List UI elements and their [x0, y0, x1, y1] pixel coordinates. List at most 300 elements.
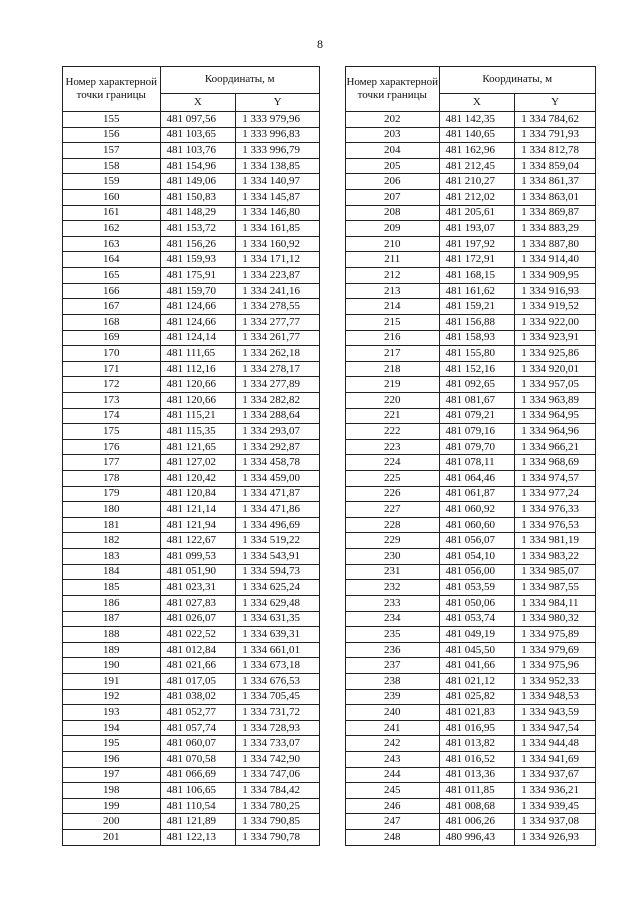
x-coordinate-cell: 481 070,58: [160, 751, 236, 767]
point-number-cell: 206: [346, 174, 440, 190]
table-row: [346, 611, 596, 627]
table-row: [346, 299, 596, 315]
x-coordinate-cell: 481 057,74: [160, 720, 236, 736]
point-number-cell: 190: [63, 658, 161, 674]
table-row: [63, 205, 320, 221]
y-coordinate-cell: 1 333 996,83: [236, 127, 320, 143]
x-coordinate-cell: 481 060,07: [160, 736, 236, 752]
x-coordinate-cell: 481 049,19: [439, 627, 515, 643]
x-coordinate-cell: 481 150,83: [160, 190, 236, 206]
table-row: [346, 346, 596, 362]
y-coordinate-cell: 1 334 944,48: [515, 736, 596, 752]
y-coordinate-cell: 1 334 661,01: [236, 642, 320, 658]
x-coordinate-cell: 481 212,45: [439, 158, 515, 174]
table-row: [346, 549, 596, 565]
y-coordinate-cell: 1 333 979,96: [236, 112, 320, 128]
table-row: [346, 205, 596, 221]
table-row: [63, 158, 320, 174]
x-coordinate-cell: 481 142,35: [439, 112, 515, 128]
table-row: [346, 720, 596, 736]
y-coordinate-cell: 1 334 171,12: [236, 252, 320, 268]
y-coordinate-cell: 1 334 976,33: [515, 502, 596, 518]
table-row: [63, 112, 320, 128]
point-number-cell: 213: [346, 283, 440, 299]
y-coordinate-cell: 1 334 861,37: [515, 174, 596, 190]
y-coordinate-cell: 1 334 161,85: [236, 221, 320, 237]
x-coordinate-cell: 481 210,27: [439, 174, 515, 190]
x-coordinate-cell: 481 212,02: [439, 190, 515, 206]
x-coordinate-cell: 481 127,02: [160, 455, 236, 471]
point-number-cell: 178: [63, 471, 161, 487]
y-coordinate-cell: 1 334 919,52: [515, 299, 596, 315]
table-row: [346, 689, 596, 705]
table-row: [63, 346, 320, 362]
point-number-cell: 199: [63, 798, 161, 814]
y-coordinate-cell: 1 334 459,00: [236, 471, 320, 487]
x-coordinate-cell: 481 103,76: [160, 143, 236, 159]
x-coordinate-cell: 481 159,93: [160, 252, 236, 268]
point-number-cell: 243: [346, 751, 440, 767]
point-number-cell: 155: [63, 112, 161, 128]
y-coordinate-cell: 1 334 293,07: [236, 424, 320, 440]
x-coordinate-cell: 481 161,62: [439, 283, 515, 299]
table-row: [346, 814, 596, 830]
y-coordinate-cell: 1 334 282,82: [236, 392, 320, 408]
y-coordinate-cell: 1 334 241,16: [236, 283, 320, 299]
y-coordinate-cell: 1 334 288,64: [236, 408, 320, 424]
point-number-cell: 176: [63, 439, 161, 455]
point-number-cell: 195: [63, 736, 161, 752]
y-coordinate-cell: 1 334 138,85: [236, 158, 320, 174]
table-row: [63, 361, 320, 377]
point-number-cell: 188: [63, 627, 161, 643]
table-row: [63, 689, 320, 705]
x-coordinate-cell: 481 124,14: [160, 330, 236, 346]
y-coordinate-cell: 1 334 952,33: [515, 673, 596, 689]
table-row: [346, 439, 596, 455]
table-row: [63, 580, 320, 596]
x-coordinate-cell: 481 056,07: [439, 533, 515, 549]
table-row: [346, 361, 596, 377]
point-number-cell: 158: [63, 158, 161, 174]
point-number-cell: 173: [63, 392, 161, 408]
point-number-cell: 221: [346, 408, 440, 424]
x-coordinate-cell: 481 021,12: [439, 673, 515, 689]
x-coordinate-cell: 481 115,21: [160, 408, 236, 424]
coordinates-header: Координаты, м: [439, 67, 596, 94]
table-row: [63, 517, 320, 533]
y-coordinate-cell: 1 334 471,87: [236, 486, 320, 502]
point-number-cell: 210: [346, 236, 440, 252]
point-number-cell: 220: [346, 392, 440, 408]
x-coordinate-cell: 481 140,65: [439, 127, 515, 143]
point-number-cell: 160: [63, 190, 161, 206]
x-coordinate-cell: 481 121,65: [160, 439, 236, 455]
y-coordinate-cell: 1 334 277,77: [236, 314, 320, 330]
point-number-cell: 205: [346, 158, 440, 174]
x-coordinate-cell: 481 154,96: [160, 158, 236, 174]
x-coordinate-cell: 481 011,85: [439, 783, 515, 799]
x-coordinate-cell: 481 156,26: [160, 236, 236, 252]
x-coordinate-cell: 481 193,07: [439, 221, 515, 237]
point-number-cell: 200: [63, 814, 161, 830]
point-number-cell: 203: [346, 127, 440, 143]
table-row: [63, 642, 320, 658]
x-coordinate-cell: 481 111,65: [160, 346, 236, 362]
x-coordinate-cell: 481 045,50: [439, 642, 515, 658]
point-number-cell: 223: [346, 439, 440, 455]
table-row: [346, 174, 596, 190]
point-number-cell: 175: [63, 424, 161, 440]
y-coordinate-cell: 1 334 140,97: [236, 174, 320, 190]
table-row: [346, 112, 596, 128]
point-number-cell: 244: [346, 767, 440, 783]
y-coordinate-cell: 1 334 923,91: [515, 330, 596, 346]
y-coordinate-cell: 1 334 812,78: [515, 143, 596, 159]
x-coordinate-cell: 481 103,65: [160, 127, 236, 143]
x-coordinate-cell: 481 060,92: [439, 502, 515, 518]
table-row: [346, 767, 596, 783]
x-coordinate-cell: 481 168,15: [439, 268, 515, 284]
table-row: [346, 580, 596, 596]
table-row: [63, 283, 320, 299]
table-row: [63, 830, 320, 846]
y-coordinate-cell: 1 334 869,87: [515, 205, 596, 221]
x-coordinate-cell: 481 050,06: [439, 595, 515, 611]
table-row: [63, 814, 320, 830]
coordinates-table-left: [62, 66, 320, 846]
table-row: [63, 705, 320, 721]
y-coordinate-cell: 1 334 964,95: [515, 408, 596, 424]
y-coordinate-cell: 1 334 784,62: [515, 112, 596, 128]
y-coordinate-cell: 1 334 631,35: [236, 611, 320, 627]
point-number-header: Номер характерной точки границы: [63, 67, 161, 112]
y-coordinate-cell: 1 334 471,86: [236, 502, 320, 518]
y-coordinate-cell: 1 334 791,93: [515, 127, 596, 143]
table-row: [346, 751, 596, 767]
point-number-cell: 165: [63, 268, 161, 284]
x-coordinate-cell: 481 026,07: [160, 611, 236, 627]
y-coordinate-cell: 1 334 733,07: [236, 736, 320, 752]
table-row: [346, 392, 596, 408]
y-coordinate-cell: 1 334 625,24: [236, 580, 320, 596]
point-number-cell: 241: [346, 720, 440, 736]
y-coordinate-cell: 1 334 731,72: [236, 705, 320, 721]
table-row: [346, 252, 596, 268]
table-row: [63, 127, 320, 143]
y-coordinate-cell: 1 333 996,79: [236, 143, 320, 159]
y-coordinate-cell: 1 334 790,85: [236, 814, 320, 830]
point-number-cell: 179: [63, 486, 161, 502]
y-coordinate-cell: 1 334 223,87: [236, 268, 320, 284]
table-row: [346, 533, 596, 549]
y-coordinate-cell: 1 334 947,54: [515, 720, 596, 736]
y-coordinate-cell: 1 334 975,89: [515, 627, 596, 643]
point-number-cell: 184: [63, 564, 161, 580]
table-row: [346, 486, 596, 502]
x-coordinate-cell: 481 152,16: [439, 361, 515, 377]
point-number-cell: 192: [63, 689, 161, 705]
table-row: [63, 408, 320, 424]
y-coordinate-cell: 1 334 742,90: [236, 751, 320, 767]
table-row: [63, 143, 320, 159]
table-row: [63, 174, 320, 190]
table-body-right: [346, 112, 596, 846]
point-number-cell: 196: [63, 751, 161, 767]
point-number-cell: 224: [346, 455, 440, 471]
table-row: [63, 502, 320, 518]
y-coordinate-cell: 1 334 974,57: [515, 471, 596, 487]
x-coordinate-cell: 481 016,52: [439, 751, 515, 767]
x-coordinate-cell: 481 122,13: [160, 830, 236, 846]
y-coordinate-cell: 1 334 543,91: [236, 549, 320, 565]
y-coordinate-cell: 1 334 145,87: [236, 190, 320, 206]
table-row: [346, 798, 596, 814]
point-number-cell: 193: [63, 705, 161, 721]
y-coordinate-cell: 1 334 936,21: [515, 783, 596, 799]
x-coordinate-cell: 481 016,95: [439, 720, 515, 736]
table-row: [346, 158, 596, 174]
point-number-cell: 194: [63, 720, 161, 736]
point-number-cell: 235: [346, 627, 440, 643]
y-column-header: Y: [236, 93, 320, 111]
y-coordinate-cell: 1 334 639,31: [236, 627, 320, 643]
table-row: [63, 783, 320, 799]
point-number-cell: 226: [346, 486, 440, 502]
x-coordinate-cell: 481 012,84: [160, 642, 236, 658]
point-number-cell: 239: [346, 689, 440, 705]
x-coordinate-cell: 481 027,83: [160, 595, 236, 611]
x-coordinate-cell: 481 079,16: [439, 424, 515, 440]
y-coordinate-cell: 1 334 984,11: [515, 595, 596, 611]
y-coordinate-cell: 1 334 909,95: [515, 268, 596, 284]
y-coordinate-cell: 1 334 277,89: [236, 377, 320, 393]
x-coordinate-cell: 481 061,87: [439, 486, 515, 502]
x-coordinate-cell: 481 197,92: [439, 236, 515, 252]
table-row: [346, 627, 596, 643]
x-coordinate-cell: 481 120,42: [160, 471, 236, 487]
x-coordinate-cell: 481 121,14: [160, 502, 236, 518]
table-row: [63, 424, 320, 440]
y-coordinate-cell: 1 334 292,87: [236, 439, 320, 455]
x-coordinate-cell: 481 120,84: [160, 486, 236, 502]
table-body-left: [63, 112, 320, 846]
x-coordinate-cell: 481 121,94: [160, 517, 236, 533]
y-coordinate-cell: 1 334 966,21: [515, 439, 596, 455]
x-coordinate-cell: 481 038,02: [160, 689, 236, 705]
point-number-cell: 177: [63, 455, 161, 471]
x-coordinate-cell: 481 153,72: [160, 221, 236, 237]
x-coordinate-cell: 481 092,65: [439, 377, 515, 393]
point-number-cell: 186: [63, 595, 161, 611]
y-coordinate-cell: 1 334 939,45: [515, 798, 596, 814]
table-row: [63, 533, 320, 549]
x-coordinate-cell: 481 106,65: [160, 783, 236, 799]
y-coordinate-cell: 1 334 676,53: [236, 673, 320, 689]
point-number-cell: 214: [346, 299, 440, 315]
y-coordinate-cell: 1 334 985,07: [515, 564, 596, 580]
point-number-cell: 245: [346, 783, 440, 799]
x-coordinate-cell: 481 022,52: [160, 627, 236, 643]
table-row: [346, 502, 596, 518]
x-coordinate-cell: 481 006,26: [439, 814, 515, 830]
table-row: [346, 595, 596, 611]
y-coordinate-cell: 1 334 987,55: [515, 580, 596, 596]
y-coordinate-cell: 1 334 941,69: [515, 751, 596, 767]
point-number-cell: 232: [346, 580, 440, 596]
point-number-cell: 218: [346, 361, 440, 377]
point-number-cell: 191: [63, 673, 161, 689]
table-row: [63, 377, 320, 393]
point-number-cell: 219: [346, 377, 440, 393]
point-number-cell: 167: [63, 299, 161, 315]
point-number-cell: 247: [346, 814, 440, 830]
y-coordinate-cell: 1 334 975,96: [515, 658, 596, 674]
x-coordinate-cell: 481 054,10: [439, 549, 515, 565]
table-row: [63, 221, 320, 237]
x-coordinate-cell: 481 041,66: [439, 658, 515, 674]
y-coordinate-cell: 1 334 980,32: [515, 611, 596, 627]
table-row: [346, 268, 596, 284]
y-coordinate-cell: 1 334 964,96: [515, 424, 596, 440]
point-number-cell: 159: [63, 174, 161, 190]
point-number-cell: 166: [63, 283, 161, 299]
point-number-cell: 208: [346, 205, 440, 221]
point-number-cell: 169: [63, 330, 161, 346]
x-coordinate-cell: 481 156,88: [439, 314, 515, 330]
table-row: [346, 673, 596, 689]
y-coordinate-cell: 1 334 278,55: [236, 299, 320, 315]
x-coordinate-cell: 481 120,66: [160, 377, 236, 393]
coordinates-table-right: [345, 66, 596, 846]
x-coordinate-cell: 481 025,82: [439, 689, 515, 705]
x-coordinate-cell: 481 079,21: [439, 408, 515, 424]
x-column-header: X: [160, 93, 236, 111]
table-row: [346, 564, 596, 580]
table-row: [63, 268, 320, 284]
table-row: [63, 299, 320, 315]
x-coordinate-cell: 481 149,06: [160, 174, 236, 190]
table-row: [63, 439, 320, 455]
y-coordinate-cell: 1 334 262,18: [236, 346, 320, 362]
x-coordinate-cell: 481 148,29: [160, 205, 236, 221]
point-number-cell: 170: [63, 346, 161, 362]
point-number-cell: 198: [63, 783, 161, 799]
y-coordinate-cell: 1 334 943,59: [515, 705, 596, 721]
point-number-cell: 181: [63, 517, 161, 533]
table-row: [346, 517, 596, 533]
x-coordinate-cell: 481 121,89: [160, 814, 236, 830]
x-coordinate-cell: 481 066,69: [160, 767, 236, 783]
table-row: [63, 549, 320, 565]
y-coordinate-cell: 1 334 146,80: [236, 205, 320, 221]
point-number-cell: 204: [346, 143, 440, 159]
y-coordinate-cell: 1 334 916,93: [515, 283, 596, 299]
x-coordinate-cell: 481 155,80: [439, 346, 515, 362]
x-coordinate-cell: 481 021,83: [439, 705, 515, 721]
point-number-cell: 238: [346, 673, 440, 689]
point-number-cell: 180: [63, 502, 161, 518]
y-coordinate-cell: 1 334 963,89: [515, 392, 596, 408]
y-coordinate-cell: 1 334 278,17: [236, 361, 320, 377]
x-coordinate-cell: 481 110,54: [160, 798, 236, 814]
point-number-cell: 229: [346, 533, 440, 549]
point-number-cell: 242: [346, 736, 440, 752]
point-number-cell: 189: [63, 642, 161, 658]
y-coordinate-cell: 1 334 261,77: [236, 330, 320, 346]
x-coordinate-cell: 481 056,00: [439, 564, 515, 580]
x-coordinate-cell: 481 205,61: [439, 205, 515, 221]
y-coordinate-cell: 1 334 859,04: [515, 158, 596, 174]
y-coordinate-cell: 1 334 977,24: [515, 486, 596, 502]
x-coordinate-cell: 481 172,91: [439, 252, 515, 268]
x-coordinate-cell: 480 996,43: [439, 830, 515, 846]
table-row: [346, 314, 596, 330]
y-coordinate-cell: 1 334 705,45: [236, 689, 320, 705]
point-number-cell: 211: [346, 252, 440, 268]
point-number-cell: 227: [346, 502, 440, 518]
y-coordinate-cell: 1 334 883,29: [515, 221, 596, 237]
y-coordinate-cell: 1 334 981,19: [515, 533, 596, 549]
point-number-cell: 163: [63, 236, 161, 252]
y-coordinate-cell: 1 334 937,67: [515, 767, 596, 783]
point-number-cell: 234: [346, 611, 440, 627]
point-number-cell: 212: [346, 268, 440, 284]
x-coordinate-cell: 481 008,68: [439, 798, 515, 814]
x-coordinate-cell: 481 021,66: [160, 658, 236, 674]
table-row: [63, 252, 320, 268]
point-number-header: Номер характерной точки границы: [346, 67, 440, 112]
table-row: [63, 751, 320, 767]
y-coordinate-cell: 1 334 673,18: [236, 658, 320, 674]
y-coordinate-cell: 1 334 922,00: [515, 314, 596, 330]
table-row: [63, 486, 320, 502]
y-coordinate-cell: 1 334 594,73: [236, 564, 320, 580]
point-number-cell: 174: [63, 408, 161, 424]
y-coordinate-cell: 1 334 925,86: [515, 346, 596, 362]
y-coordinate-cell: 1 334 887,80: [515, 236, 596, 252]
x-coordinate-cell: 481 162,96: [439, 143, 515, 159]
point-number-cell: 217: [346, 346, 440, 362]
x-coordinate-cell: 481 053,74: [439, 611, 515, 627]
point-number-cell: 161: [63, 205, 161, 221]
coordinates-header: Координаты, м: [160, 67, 320, 94]
table-row: [346, 830, 596, 846]
x-coordinate-cell: 481 124,66: [160, 314, 236, 330]
table-row: [346, 642, 596, 658]
y-coordinate-cell: 1 334 968,69: [515, 455, 596, 471]
table-row: [346, 658, 596, 674]
point-number-cell: 185: [63, 580, 161, 596]
y-coordinate-cell: 1 334 629,48: [236, 595, 320, 611]
table-row: [63, 720, 320, 736]
point-number-cell: 207: [346, 190, 440, 206]
x-coordinate-cell: 481 064,46: [439, 471, 515, 487]
x-coordinate-cell: 481 115,35: [160, 424, 236, 440]
table-row: [346, 783, 596, 799]
point-number-cell: 248: [346, 830, 440, 846]
point-number-cell: 233: [346, 595, 440, 611]
table-row: [63, 767, 320, 783]
y-coordinate-cell: 1 334 784,42: [236, 783, 320, 799]
point-number-cell: 215: [346, 314, 440, 330]
x-coordinate-cell: 481 124,66: [160, 299, 236, 315]
y-coordinate-cell: 1 334 458,78: [236, 455, 320, 471]
y-coordinate-cell: 1 334 160,92: [236, 236, 320, 252]
x-coordinate-cell: 481 079,70: [439, 439, 515, 455]
y-coordinate-cell: 1 334 519,22: [236, 533, 320, 549]
x-column-header: X: [439, 93, 515, 111]
